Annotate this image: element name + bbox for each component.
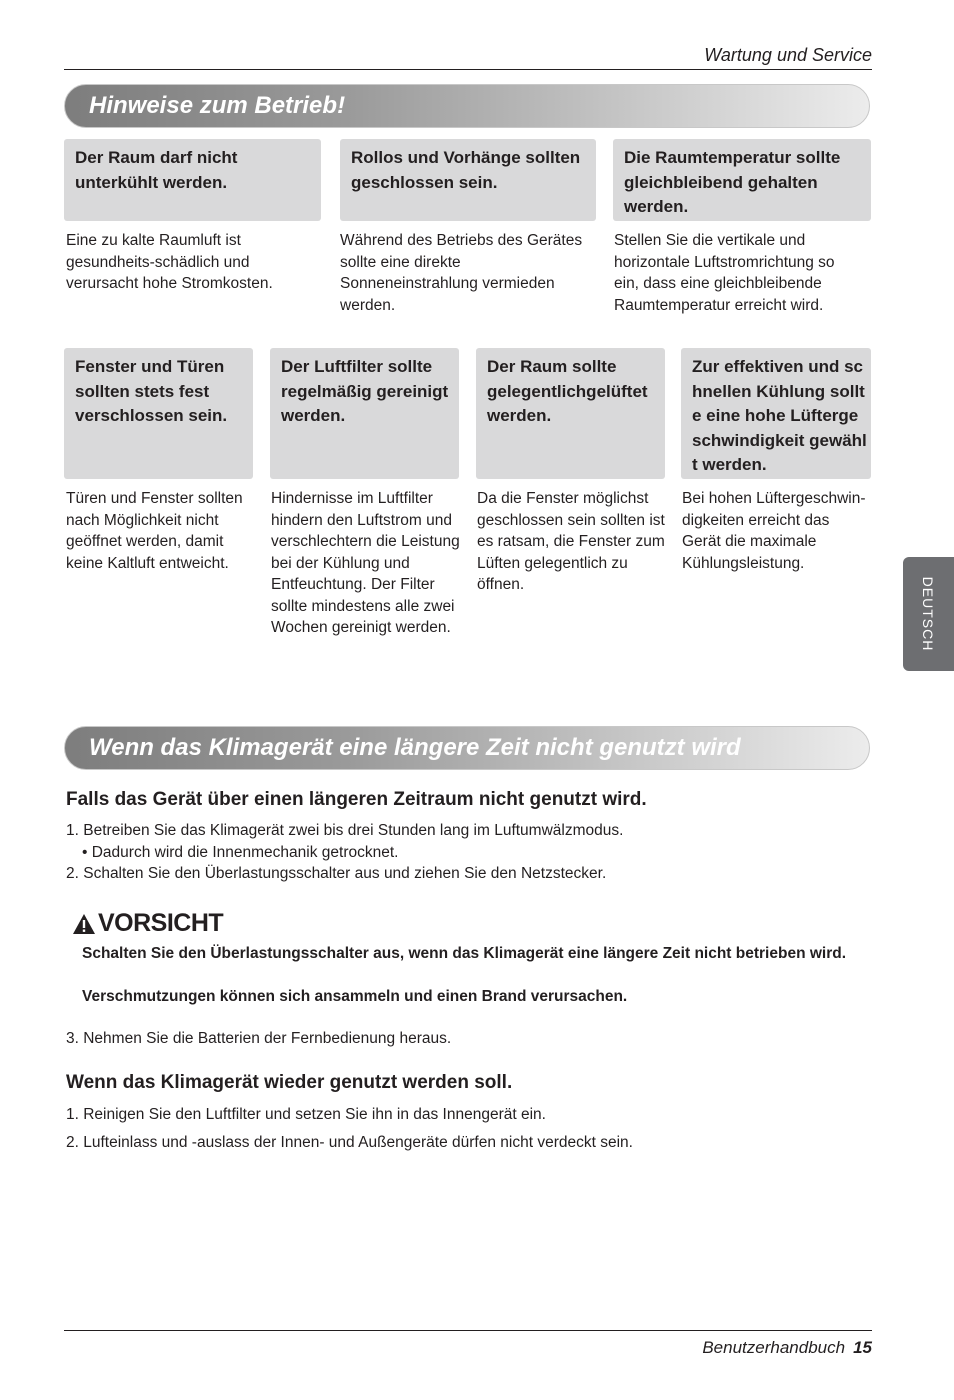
tip-card-heading: Der Raum darf nicht unterkühlt werden. [64, 139, 321, 221]
tip-card-heading: Zur effektiven und schnellen Kühlung sollte eine hohe Lüftergeschwindigkeit gewählt werden. [681, 348, 871, 479]
footer-rule [64, 1330, 872, 1331]
caution-text: Schalten Sie den Überlastungsschalter aus, wenn das Klimagerät eine längere Zeit nicht betrieben wird. [82, 945, 847, 962]
language-tab [903, 557, 954, 671]
section-title-bar [64, 84, 870, 128]
section-title: Hinweise zum Betrieb! [89, 92, 346, 119]
subsection-heading: Falls das Gerät über einen längeren Zeitraum nicht genutzt wird. [66, 789, 647, 810]
list-item: 2. Lufteinlass und -auslass der Innen- und Außengeräte dürfen nicht verdeckt sein. [66, 1134, 633, 1151]
tip-card-heading: Der Luftfilter sollte regelmäßig gereinigt werden. [270, 348, 459, 479]
tip-card-heading: Die Raumtemperatur sollte gleichbleibend gehalten werden. [613, 139, 871, 221]
language-tab-label: DEUTSCH [920, 576, 936, 652]
tip-card-body: Während des Betriebs des Gerätes sollte eine direkte Sonneneinstrahlung vermieden werden. [340, 232, 583, 314]
header-rule [64, 69, 872, 70]
list-item: 1. Betreiben Sie das Klimagerät zwei bis drei Stunden lang im Luftumwälzmodus. [66, 822, 624, 839]
tip-card-heading: Der Raum sollte gelegentlichgelüftet werden. [476, 348, 665, 479]
footer-label: Benutzerhandbuch [702, 1338, 846, 1357]
tip-card-body: Stellen Sie die vertikale und horizontale Luftstromrichtung so ein, dass eine gleichbleibende Raumtemperatur erreicht wird. [614, 232, 835, 314]
caution-text: Verschmutzungen können sich ansammeln und einen Brand verursachen. [82, 988, 628, 1005]
subsection-heading: Wenn das Klimagerät wieder genutzt werden soll. [66, 1072, 513, 1093]
running-header: Wartung und Service [704, 45, 872, 65]
warning-icon [72, 913, 96, 935]
page-footer [702, 1338, 872, 1358]
page-number: 15 [853, 1338, 872, 1357]
caution-heading [72, 909, 223, 938]
tip-card-body: Da die Fenster möglichst geschlossen sein sollten ist es ratsam, die Fenster zum Lüften gelegentlich zu öffnen. [477, 490, 665, 593]
list-item: 3. Nehmen Sie die Batterien der Fernbedienung heraus. [66, 1030, 452, 1047]
tip-card-body: Hindernisse im Luftfilter hindern den Luftstrom und verschlechtern die Leistung bei der Kühlung und Entfeuchtung. Der Filter sollte mindestens alle zwei Wochen gereinigt werden. [271, 490, 460, 636]
tip-card-heading: Fenster und Türen sollten stets fest verschlossen sein. [64, 348, 253, 479]
section-title: Wenn das Klimagerät eine längere Zeit nicht genutzt wird [89, 734, 741, 761]
tip-card-heading: Rollos und Vorhänge sollten geschlossen sein. [340, 139, 596, 221]
list-item: 2. Schalten Sie den Überlastungsschalter aus und ziehen Sie den Netzstecker. [66, 865, 607, 882]
list-item-note: • Dadurch wird die Innenmechanik getrocknet. [82, 844, 399, 861]
tip-card-body: Türen und Fenster sollten nach Möglichkeit nicht geöffnet werden, damit keine Kaltluft entweicht. [66, 490, 243, 572]
tip-card-body: Bei hohen Lüftergeschwin-digkeiten erreicht das Gerät die maximale Kühlungsleistung. [682, 490, 866, 572]
section-title-bar [64, 726, 870, 770]
tip-card-body: Eine zu kalte Raumluft ist gesundheits-schädlich und verursacht hohe Stromkosten. [66, 232, 273, 292]
caution-title: VORSICHT [98, 909, 224, 937]
list-item: 1. Reinigen Sie den Luftfilter und setzen Sie ihn in das Innengerät ein. [66, 1106, 546, 1123]
